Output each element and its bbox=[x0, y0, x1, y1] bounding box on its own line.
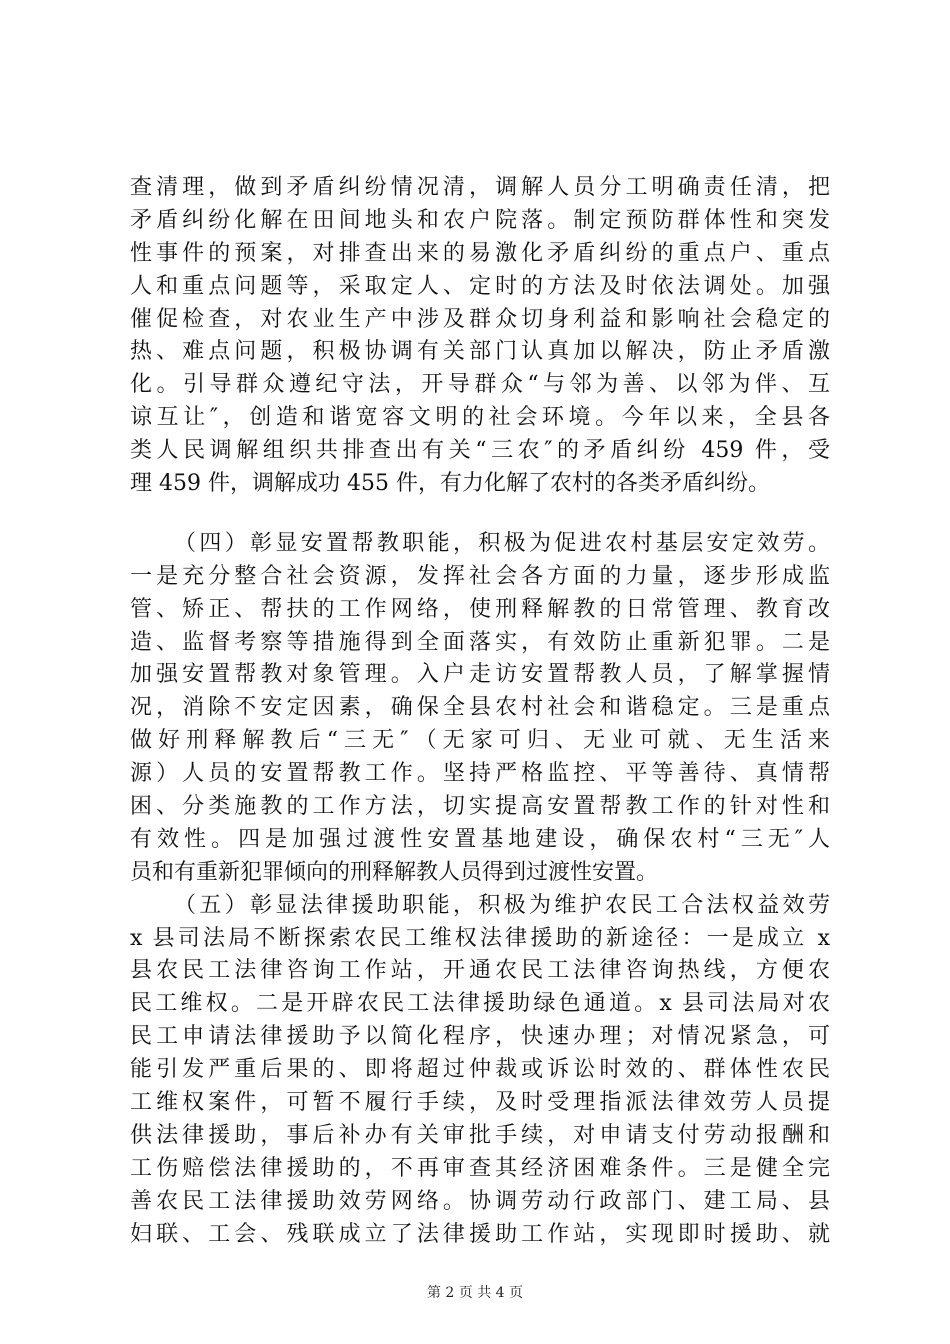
paragraph-section-five bbox=[130, 890, 830, 1252]
text-line: 造、监督考察等措施得到全面落实，有效防止重新犯罪。二是 bbox=[130, 629, 830, 655]
text-line: 热、难点问题，积极协调有关部门认真加以解决，防止矛盾激 bbox=[130, 339, 830, 365]
text-line: 员和有重新犯罪倾向的刑释解教人员得到过渡性安置。 bbox=[130, 859, 659, 885]
text-line: 矛盾纠纷化解在田间地头和农户院落。制定预防群体性和突发 bbox=[130, 207, 830, 233]
text-line: 能引发严重后果的、即将超过仲裁或诉讼时效的、群体性农民 bbox=[130, 1057, 830, 1083]
text-line: 化。引导群众遵纪守法，开导群众“与邻为善、以邻为伴、互 bbox=[130, 372, 830, 398]
section-heading-line: （四）彰显安置帮教职能，积极为促进农村基层安定效劳。 bbox=[174, 530, 830, 556]
text-line: 催促检查，对农业生产中涉及群众切身利益和影响社会稳定的 bbox=[130, 306, 830, 332]
text-line: 做好刑释解教后“三无″（无家可归、无业可就、无生活来 bbox=[130, 728, 830, 754]
text-line: 工维权案件，可暂不履行手续，及时受理指派法律效劳人员提 bbox=[130, 1090, 830, 1116]
text-line: 有效性。四是加强过渡性安置基地建设，确保农村“三无″人 bbox=[130, 826, 830, 852]
text-line: 源）人员的安置帮教工作。坚持严格监控、平等善待、真情帮 bbox=[130, 761, 830, 787]
section-heading-line: （五）彰显法律援助职能，积极为维护农民工合法权益效劳 bbox=[174, 892, 830, 918]
text-line: 民工申请法律援助予以简化程序，快速办理；对情况紧急，可 bbox=[130, 1024, 830, 1050]
text-line: 谅互让″，创造和谐宽容文明的社会环境。今年以来，全县各 bbox=[130, 405, 830, 431]
text-line: 人和重点问题等，采取定人、定时的方法及时依法调处。加强 bbox=[130, 273, 830, 299]
text-line: x 县司法局不断探索农民工维权法律援助的新途径：一是成立 x bbox=[130, 925, 830, 951]
text-line: 工伤赔偿法律援助的，不再审查其经济困难条件。三是健全完 bbox=[130, 1155, 830, 1181]
text-line: 类人民调解组织共排查出有关“三农″的矛盾纠纷 459 件，受 bbox=[130, 438, 830, 464]
text-line: 民工维权。二是开辟农民工法律援助绿色通道。x 县司法局对农 bbox=[130, 991, 830, 1017]
text-line: 妇联、工会、残联成立了法律援助工作站，实现即时援助、就 bbox=[130, 1221, 830, 1247]
text-line: 一是充分整合社会资源，发挥社会各方面的力量，逐步形成监 bbox=[130, 563, 830, 589]
text-line: 管、矫正、帮扶的工作网络，使刑释解教的日常管理、教育改 bbox=[130, 596, 830, 622]
text-line: 性事件的预案，对排查出来的易激化矛盾纠纷的重点户、重点 bbox=[130, 240, 830, 266]
text-line: 善农民工法律援助效劳网络。协调劳动行政部门、建工局、县 bbox=[130, 1188, 830, 1214]
page-number-footer: 第 2 页 共 4 页 bbox=[426, 1285, 524, 1301]
text-line: 况，消除不安定因素，确保全县农村社会和谐稳定。三是重点 bbox=[130, 695, 830, 721]
text-line: 县农民工法律咨询工作站，开通农民工法律咨询热线，方便农 bbox=[130, 958, 830, 984]
text-line: 查清理，做到矛盾纠纷情况清，调解人员分工明确责任清，把 bbox=[130, 175, 830, 200]
text-line: 加强安置帮教对象管理。入户走访安置帮教人员，了解掌握情 bbox=[130, 662, 830, 688]
paragraph-section-four bbox=[130, 528, 830, 890]
text-line: 困、分类施教的工作方法，切实提高安置帮教工作的针对性和 bbox=[130, 794, 830, 820]
paragraph-spacer bbox=[130, 501, 830, 528]
text-line: 理 459 件，调解成功 455 件，有力化解了农村的各类矛盾纠纷。 bbox=[130, 471, 770, 497]
document-body bbox=[130, 172, 830, 1252]
paragraph-continued bbox=[130, 172, 830, 501]
text-line: 供法律援助，事后补办有关审批手续，对申请支付劳动报酬和 bbox=[130, 1122, 830, 1148]
